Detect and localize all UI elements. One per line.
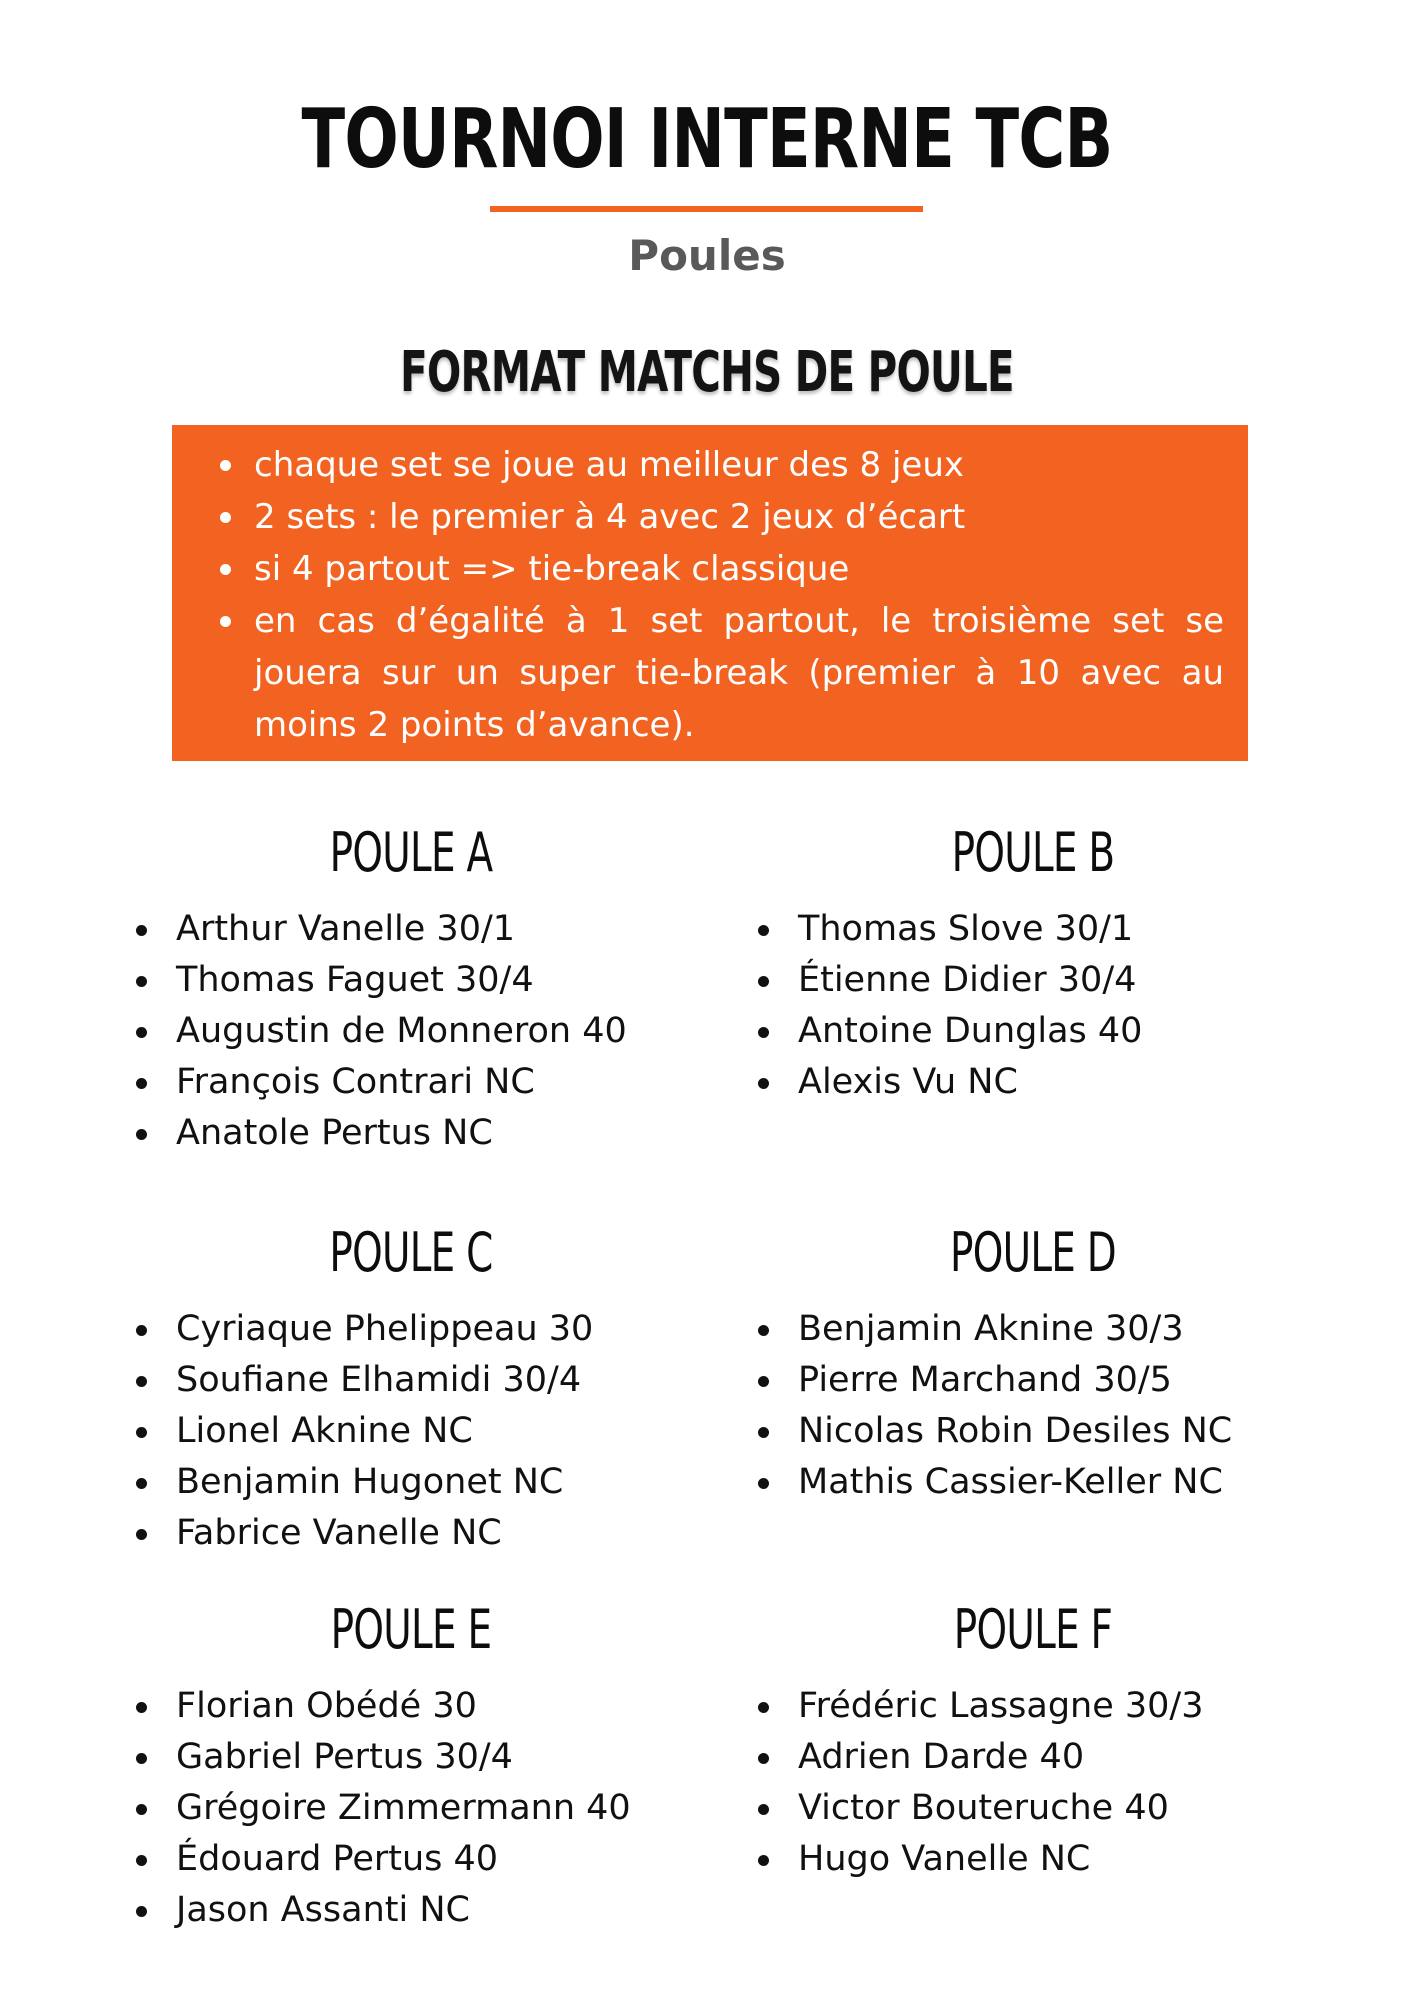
player-item: Antoine Dunglas 40 bbox=[756, 1006, 1316, 1057]
page-subtitle: Poules bbox=[628, 231, 786, 280]
player-item: Florian Obédé 30 bbox=[134, 1681, 694, 1732]
player-item: Frédéric Lassagne 30/3 bbox=[756, 1681, 1316, 1732]
player-item: Victor Bouteruche 40 bbox=[756, 1783, 1316, 1834]
player-item: Pierre Marchand 30/5 bbox=[756, 1355, 1316, 1406]
player-item: Benjamin Aknine 30/3 bbox=[756, 1304, 1316, 1355]
player-item: Hugo Vanelle NC bbox=[756, 1834, 1316, 1885]
pool-e-title: POULE E bbox=[330, 1598, 492, 1661]
rule-item: 2 sets : le premier à 4 avec 2 jeux d’écart bbox=[254, 491, 1224, 543]
player-item: Fabrice Vanelle NC bbox=[134, 1508, 694, 1559]
player-item: Jason Assanti NC bbox=[134, 1885, 694, 1936]
pool-d-players bbox=[756, 1304, 1316, 1508]
player-item: Gabriel Pertus 30/4 bbox=[134, 1732, 694, 1783]
pool-f-title: POULE F bbox=[953, 1598, 1113, 1661]
rule-item: si 4 partout => tie-break classique bbox=[254, 543, 1224, 595]
player-item: Soufiane Elhamidi 30/4 bbox=[134, 1355, 694, 1406]
pool-b-players bbox=[756, 904, 1316, 1108]
pool-c bbox=[134, 1218, 694, 1559]
pool-a-players bbox=[134, 904, 694, 1159]
pool-b bbox=[756, 818, 1316, 1108]
pool-d-title: POULE D bbox=[949, 1221, 1116, 1284]
pool-c-players bbox=[134, 1304, 694, 1559]
pool-f bbox=[756, 1595, 1316, 1885]
player-item: Augustin de Monneron 40 bbox=[134, 1006, 694, 1057]
pool-f-players bbox=[756, 1681, 1316, 1885]
player-item: Anatole Pertus NC bbox=[134, 1108, 694, 1159]
player-item: Étienne Didier 30/4 bbox=[756, 955, 1316, 1006]
pool-a-title: POULE A bbox=[329, 821, 493, 884]
title-underline bbox=[490, 206, 923, 212]
player-item: Nicolas Robin Desiles NC bbox=[756, 1406, 1316, 1457]
pool-b-title: POULE B bbox=[951, 821, 1115, 884]
player-item: Benjamin Hugonet NC bbox=[134, 1457, 694, 1508]
player-item: François Contrari NC bbox=[134, 1057, 694, 1108]
player-item: Édouard Pertus 40 bbox=[134, 1834, 694, 1885]
player-item: Grégoire Zimmermann 40 bbox=[134, 1783, 694, 1834]
rule-item: en cas d’égalité à 1 set partout, le troisième set se jouera sur un super tie-break (premier à 10 avec au moins 2 points d’avance). bbox=[254, 595, 1224, 751]
pool-e bbox=[134, 1595, 694, 1936]
player-item: Adrien Darde 40 bbox=[756, 1732, 1316, 1783]
pool-c-title: POULE C bbox=[329, 1221, 493, 1284]
pool-a bbox=[134, 818, 694, 1159]
player-item: Cyriaque Phelippeau 30 bbox=[134, 1304, 694, 1355]
player-item: Arthur Vanelle 30/1 bbox=[134, 904, 694, 955]
player-item: Thomas Faguet 30/4 bbox=[134, 955, 694, 1006]
rule-item: chaque set se joue au meilleur des 8 jeux bbox=[254, 439, 1224, 491]
format-rules-list bbox=[218, 439, 1224, 751]
pool-d bbox=[756, 1218, 1316, 1508]
page-title: TOURNOI INTERNE TCB bbox=[301, 92, 1113, 187]
player-item: Lionel Aknine NC bbox=[134, 1406, 694, 1457]
format-heading: FORMAT MATCHS DE POULE bbox=[400, 340, 1014, 405]
pool-e-players bbox=[134, 1681, 694, 1936]
format-rules-box bbox=[172, 425, 1248, 761]
player-item: Mathis Cassier-Keller NC bbox=[756, 1457, 1316, 1508]
player-item: Alexis Vu NC bbox=[756, 1057, 1316, 1108]
player-item: Thomas Slove 30/1 bbox=[756, 904, 1316, 955]
